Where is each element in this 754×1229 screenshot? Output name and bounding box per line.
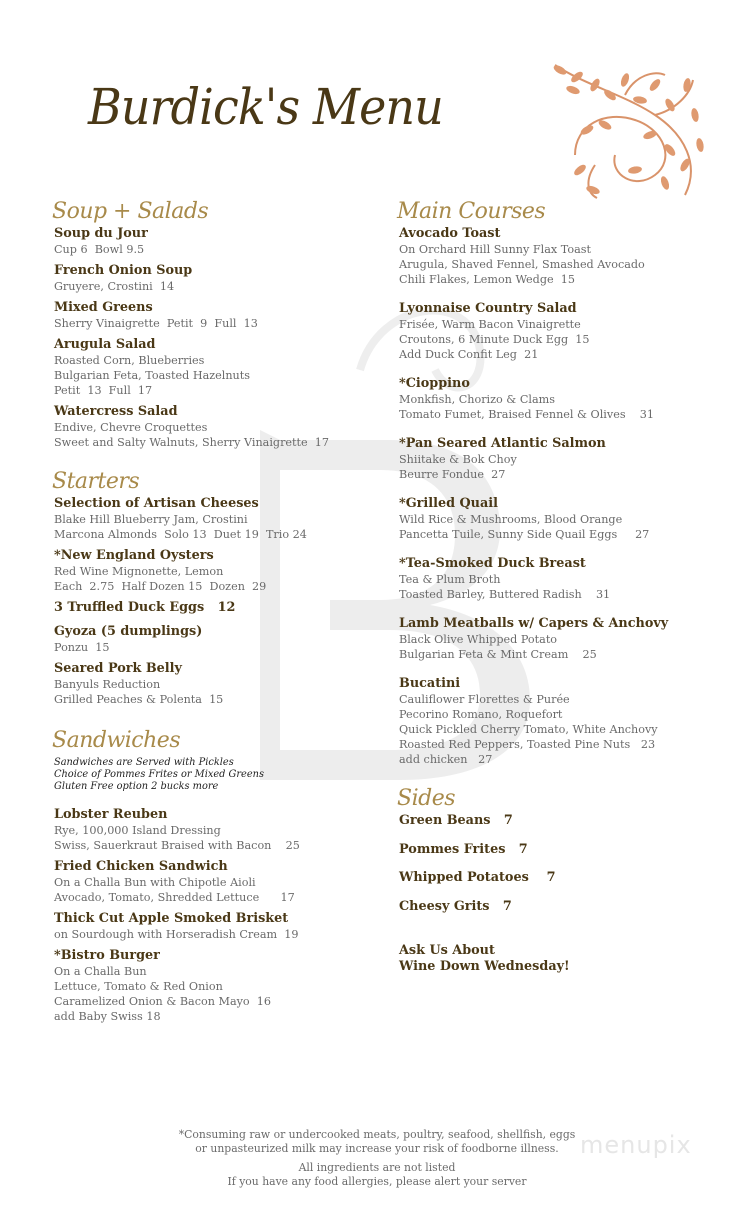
note-line: Gluten Free option 2 bucks more	[54, 781, 219, 792]
menu-item	[54, 948, 384, 1024]
menu-item	[54, 496, 384, 542]
item-description: Roasted Red Peppers, Toasted Pine Nuts 23	[399, 738, 656, 751]
item-description: Blake Hill Blueberry Jam, Crostini	[54, 513, 248, 526]
menu-item	[399, 436, 719, 482]
item-description: Caramelized Onion & Bacon Mayo 16	[54, 995, 272, 1008]
item-description: Sherry Vinaigrette Petit 9 Full 13	[54, 317, 258, 330]
item-description: Sweet and Salty Walnuts, Sherry Vinaigrette 17	[54, 436, 330, 449]
item-name: Watercress Salad	[54, 404, 178, 419]
item-name: Arugula Salad	[54, 337, 156, 352]
menu-item	[399, 496, 719, 542]
item-description: on Sourdough with Horseradish Cream 19	[54, 928, 299, 941]
item-description: Croutons, 6 Minute Duck Egg 15	[399, 333, 590, 346]
item-description: Frisée, Warm Bacon Vinaigrette	[399, 318, 581, 331]
menu-item	[399, 226, 719, 287]
warning-line: or unpasteurized milk may increase your risk of foodborne illness.	[195, 1142, 559, 1155]
item-description: add Baby Swiss 18	[54, 1010, 161, 1023]
allergy-note	[0, 1161, 754, 1189]
item-description: On Orchard Hill Sunny Flax Toast	[399, 243, 591, 256]
section-heading: Sandwiches	[52, 728, 181, 753]
item-price: Petit 13 Full 17	[54, 384, 153, 397]
item-description: Swiss, Sauerkraut Braised with Bacon 25	[54, 839, 300, 852]
vine-ornament-icon	[515, 55, 715, 205]
item-description: add chicken 27	[399, 753, 493, 766]
item-description: Gruyere, Crostini 14	[54, 280, 175, 293]
menu-item	[399, 556, 719, 602]
item-description: Monkfish, Chorizo & Clams	[399, 393, 555, 406]
menu-item	[54, 226, 384, 257]
item-description: On a Challa Bun with Chipotle Aioli	[54, 876, 256, 889]
item-description: Tea & Plum Broth	[399, 573, 501, 586]
menu-item	[54, 337, 384, 398]
item-name: *Tea-Smoked Duck Breast	[399, 556, 586, 571]
item-description: Beurre Fondue 27	[399, 468, 506, 481]
item-name: *Pan Seared Atlantic Salmon	[399, 436, 606, 451]
menu-item	[399, 376, 719, 422]
item-description: Marcona Almonds Solo 13 Duet 19 Trio 24	[54, 528, 307, 541]
item-description: Bulgarian Feta, Toasted Hazelnuts	[54, 369, 250, 382]
item-name: *Grilled Quail	[399, 496, 498, 511]
item-description: Rye, 100,000 Island Dressing	[54, 824, 221, 837]
item-description: Banyuls Reduction	[54, 678, 161, 691]
item-name: Lyonnaise Country Salad	[399, 301, 577, 316]
item-description: Add Duck Confit Leg 21	[399, 348, 539, 361]
menu-item	[399, 616, 719, 662]
section-starters	[54, 468, 384, 707]
side-item: Cheesy Grits 7	[399, 898, 512, 914]
item-description: Red Wine Mignonette, Lemon	[54, 565, 224, 578]
item-name: Lobster Reuben	[54, 807, 168, 822]
section-heading: Soup + Salads	[52, 199, 209, 224]
section-main-courses	[399, 198, 719, 767]
side-item: Whipped Potatoes 7	[399, 870, 556, 885]
left-column	[54, 198, 384, 1030]
section-sides	[399, 785, 719, 915]
item-description: Lettuce, Tomato & Red Onion	[54, 980, 223, 993]
section-heading: Sides	[397, 786, 455, 811]
item-name: Bucatini	[399, 676, 461, 691]
note-line: If you have any food allergies, please alert your server	[227, 1175, 527, 1188]
note-line: Choice of Pommes Frites or Mixed Greens	[54, 769, 264, 780]
item-description: Quick Pickled Cherry Tomato, White Anchovy	[399, 723, 658, 736]
item-description: Grilled Peaches & Polenta 15	[54, 693, 224, 706]
item-description: Avocado, Tomato, Shredded Lettuce 17	[54, 891, 295, 904]
item-name: Thick Cut Apple Smoked Brisket	[54, 911, 289, 926]
item-description: Black Olive Whipped Potato	[399, 633, 558, 646]
menu-item	[54, 548, 384, 594]
menu-item	[54, 263, 384, 294]
item-name: 3 Truffled Duck Eggs 12	[54, 600, 236, 615]
item-description: Cup 6 Bowl 9.5	[54, 243, 145, 256]
note-line: All ingredients are not listed	[298, 1161, 456, 1174]
side-item: Pommes Frites 7	[399, 841, 528, 857]
promo-line: Ask Us About	[399, 942, 495, 958]
menu-item	[399, 301, 719, 362]
item-description: Ponzu 15	[54, 641, 110, 654]
item-name: Avocado Toast	[399, 226, 501, 241]
section-soup-salads	[54, 198, 384, 450]
menu-item	[54, 624, 384, 655]
item-description: Pecorino Romano, Roquefort	[399, 708, 563, 721]
item-name: Seared Pork Belly	[54, 661, 182, 676]
item-description: Arugula, Shaved Fennel, Smashed Avocado	[399, 258, 645, 271]
item-name: Gyoza (5 dumplings)	[54, 624, 203, 639]
item-description: Tomato Fumet, Braised Fennel & Olives 31	[399, 408, 655, 421]
item-description: Chili Flakes, Lemon Wedge 15	[399, 273, 575, 286]
item-name: *Bistro Burger	[54, 948, 160, 963]
item-name: French Onion Soup	[54, 263, 193, 278]
item-name: Soup du Jour	[54, 226, 148, 241]
sandwich-notes	[54, 757, 384, 793]
item-description: On a Challa Bun	[54, 965, 147, 978]
item-description: Endive, Chevre Croquettes	[54, 421, 208, 434]
item-name: Fried Chicken Sandwich	[54, 859, 228, 874]
item-name: Lamb Meatballs w/ Capers & Anchovy	[399, 616, 669, 631]
warning-line: *Consuming raw or undercooked meats, poultry, seafood, shellfish, eggs	[178, 1128, 576, 1141]
menu-item	[54, 404, 384, 450]
menu-item	[54, 600, 384, 616]
menu-item	[54, 859, 384, 905]
note-line: Sandwiches are Served with Pickles	[54, 757, 234, 768]
promo-line: Wine Down Wednesday!	[399, 958, 570, 974]
item-description: Cauliflower Florettes & Purée	[399, 693, 570, 706]
item-description: Toasted Barley, Buttered Radish 31	[399, 588, 611, 601]
menu-item	[54, 807, 384, 853]
item-name: *New England Oysters	[54, 548, 214, 563]
item-description: Wild Rice & Mushrooms, Blood Orange	[399, 513, 623, 526]
item-description: Each 2.75 Half Dozen 15 Dozen 29	[54, 580, 267, 593]
menu-title: Burdick's Menu	[88, 78, 443, 136]
item-description: Pancetta Tuile, Sunny Side Quail Eggs 27	[399, 528, 650, 541]
menu-item	[399, 676, 719, 767]
section-heading: Main Courses	[397, 199, 546, 224]
section-heading: Starters	[52, 469, 140, 494]
menu-item	[54, 911, 384, 942]
item-name: *Cioppino	[399, 376, 470, 391]
side-item: Green Beans 7	[399, 813, 513, 828]
item-name: Mixed Greens	[54, 300, 153, 315]
item-name: Selection of Artisan Cheeses	[54, 496, 259, 511]
section-sandwiches	[54, 727, 384, 1024]
item-description: Shiitake & Bok Choy	[399, 453, 517, 466]
menu-item	[54, 300, 384, 331]
menu-item	[54, 661, 384, 707]
right-column	[399, 198, 719, 975]
item-description: Bulgarian Feta & Mint Cream 25	[399, 648, 597, 661]
item-description: Roasted Corn, Blueberries	[54, 354, 205, 367]
promo-block	[399, 943, 719, 975]
menupix-watermark: menupix	[580, 1131, 692, 1159]
